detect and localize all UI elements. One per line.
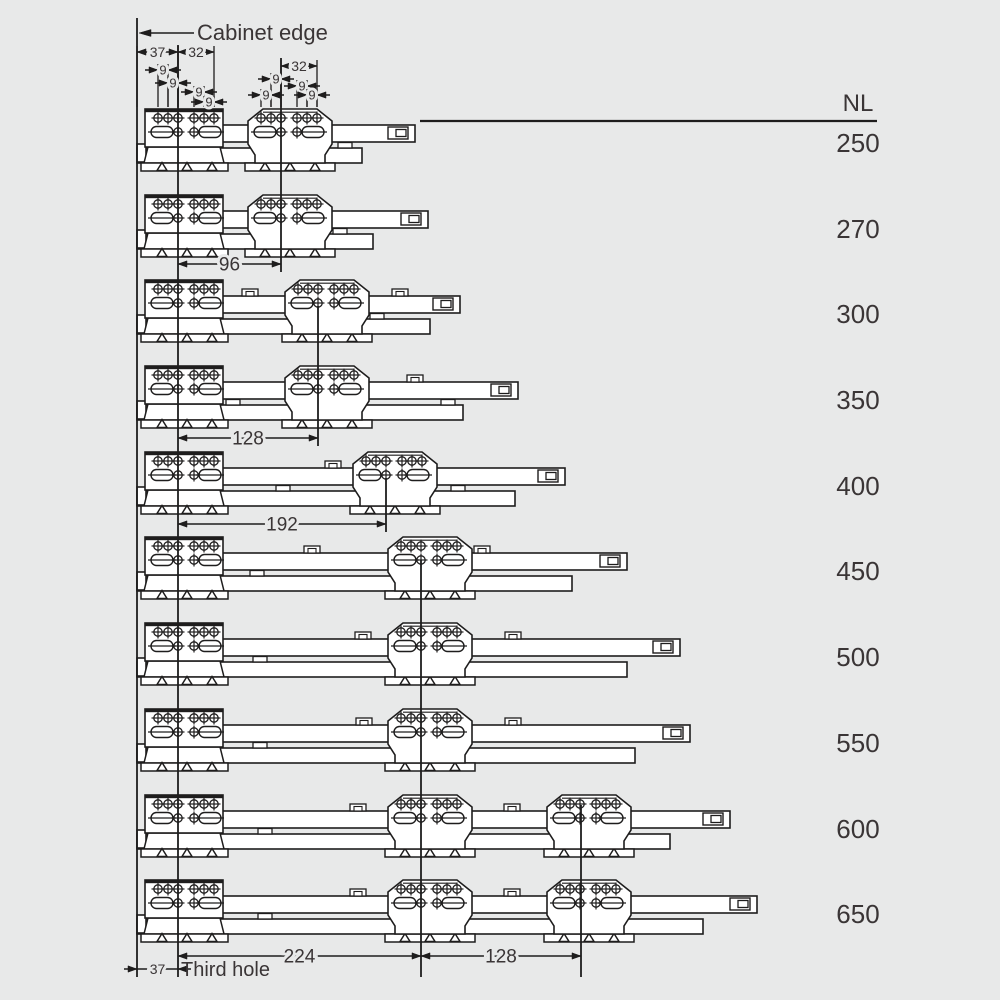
dimension-label: 32 bbox=[291, 57, 307, 74]
dimension-label: 37 bbox=[149, 43, 166, 60]
dimension-label: 9 bbox=[298, 78, 306, 94]
nl-value-650: 650 bbox=[836, 899, 880, 929]
dimension-128-15 bbox=[421, 946, 581, 967]
dimension-label: 9 bbox=[195, 84, 203, 100]
dimension-label: 37 bbox=[149, 960, 166, 977]
nl-column-header: NL bbox=[842, 90, 874, 117]
cabinet-edge-label: Cabinet edge bbox=[197, 20, 328, 45]
dimension-label: 9 bbox=[169, 75, 177, 91]
slide-row-350 bbox=[137, 366, 518, 428]
dimension-192-13 bbox=[178, 514, 386, 535]
dimension-label: 9 bbox=[272, 71, 280, 87]
dimension-label: 192 bbox=[266, 514, 298, 536]
slide-row-300 bbox=[137, 280, 460, 342]
slide-row-500 bbox=[137, 623, 680, 685]
nl-value-450: 450 bbox=[836, 556, 880, 586]
dimension-label: 9 bbox=[262, 87, 270, 103]
dimension-label: 9 bbox=[159, 62, 167, 78]
nl-value-550: 550 bbox=[836, 728, 880, 758]
slide-row-550 bbox=[137, 709, 690, 771]
slide-row-650 bbox=[137, 880, 757, 942]
nl-value-600: 600 bbox=[836, 814, 880, 844]
slide-row-600 bbox=[137, 795, 730, 857]
third-hole-label: Third hole bbox=[181, 959, 270, 981]
cabinet-edge-leader bbox=[139, 30, 194, 37]
nl-value-350: 350 bbox=[836, 385, 880, 415]
dimension-label: 224 bbox=[283, 946, 316, 968]
nl-value-270: 270 bbox=[836, 214, 880, 244]
slide-row-450 bbox=[137, 537, 627, 599]
dimension-128-12 bbox=[178, 428, 318, 449]
dimension-label: 32 bbox=[188, 43, 204, 60]
dimension-label: 128 bbox=[485, 946, 517, 968]
nl-value-300: 300 bbox=[836, 299, 880, 329]
nl-value-250: 250 bbox=[836, 128, 880, 158]
dimension-label: 9 bbox=[308, 87, 316, 103]
nl-value-400: 400 bbox=[836, 471, 880, 501]
dimension-9-9 bbox=[248, 87, 284, 107]
slide-row-400 bbox=[137, 452, 565, 514]
dimension-label: 9 bbox=[205, 94, 213, 110]
dimension-label: 128 bbox=[232, 428, 264, 450]
dimension-label: 96 bbox=[218, 254, 241, 276]
slide-row-270 bbox=[137, 195, 428, 257]
nl-value-500: 500 bbox=[836, 642, 880, 672]
